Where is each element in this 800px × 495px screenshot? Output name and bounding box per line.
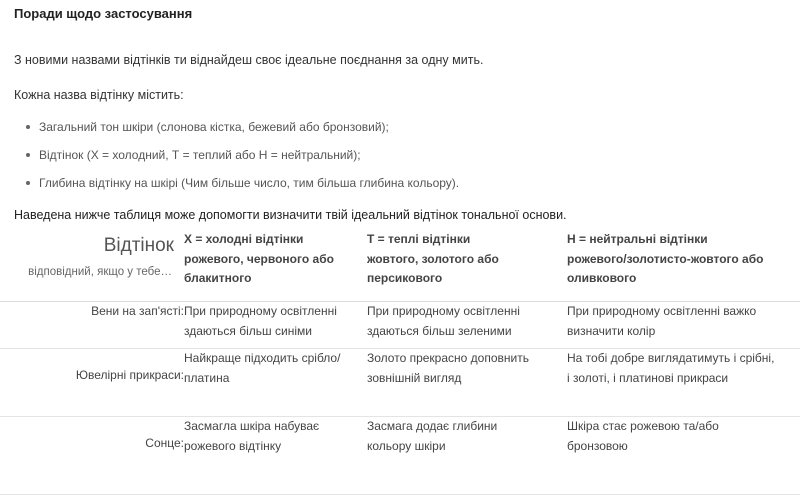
list-item: Загальний тон шкіри (слонова кістка, бежевий або бронзовий); [14,117,459,145]
corner-header-cell [0,230,184,302]
header-line: Х = холодні відтінки [184,232,304,246]
list-item: Відтінок (Х = холодний, Т = теплий або Н = нейтральний); [14,145,459,173]
header-line: Т = теплі відтінки [367,232,471,246]
cell-line: визначити колір [567,323,656,338]
cell-line: рожевого відтінку [184,438,282,453]
shade-table [0,230,800,495]
cell-line: Шкіра стає рожевою та/або [567,419,719,433]
cell-line: Засмагла шкіра набуває [184,419,320,433]
features-list [14,117,459,201]
cell-line: здаються більш синіми [184,323,312,338]
cell-line: При природному освітленні [367,304,520,318]
table-cell [184,302,367,349]
header-line: рожевого/золотисто-жовтого або [567,251,764,266]
row-label: Сонце: [0,417,184,495]
table-cell [367,302,567,349]
row-label: Вени на зап'ясті: [0,302,184,349]
list-item: Глибина відтінку на шкірі (Чим більше число, тим більша глибина кольору). [14,173,459,201]
cell-line: і золоті, і платинові прикраси [567,370,729,385]
table-cell [367,349,567,417]
table-cell [184,349,367,417]
cell-line: кольору шкіри [367,438,446,453]
column-header-warm [367,230,567,302]
table-row [0,417,800,495]
column-header-neutral [567,230,800,302]
page-title: Поради щодо застосування [14,6,193,21]
cell-line: зовнішній вигляд [367,370,462,385]
table-row [0,302,800,349]
table-cell [184,417,367,495]
cell-line: Найкраще підходить срібло/ [184,351,341,365]
header-line: рожевого, червоного або [184,251,334,266]
cell-line: Золото прекрасно доповнить [367,351,529,365]
table-cell [567,302,800,349]
table-cell [567,349,800,417]
row-label: Ювелірні прикраси: [0,349,184,417]
intro-text: З новими назвами відтінків ти віднайдеш своє ідеальне поєднання за одну мить. [14,53,484,67]
corner-title: Відтінок [103,235,174,256]
table-header-row [0,230,800,302]
column-header-cool [184,230,367,302]
cell-line: При природному освітленні [184,304,337,318]
cell-line: платина [184,370,230,385]
header-line: персикового [367,271,443,285]
table-intro: Наведена нижче таблиця може допомогти визначити твій ідеальний відтінок тональної основи. [14,208,567,222]
cell-line: здаються більш зеленими [367,323,512,338]
table-row [0,349,800,417]
table-cell [567,417,800,495]
header-line: Н = нейтральні відтінки [567,232,708,246]
cell-line: При природному освітленні важко [567,304,757,318]
table-cell [367,417,567,495]
header-line: блакитного [184,271,252,285]
corner-subtitle: відповідний, якщо у тебе… [28,266,172,278]
list-title: Кожна назва відтінку містить: [14,88,184,102]
cell-line: Засмага додає глибини [367,419,498,433]
header-line: жовтого, золотого або [367,251,499,266]
cell-line: На тобі добре виглядатимуть і срібні, [567,351,775,365]
header-line: оливкового [567,271,637,285]
cell-line: бронзовою [567,438,628,453]
